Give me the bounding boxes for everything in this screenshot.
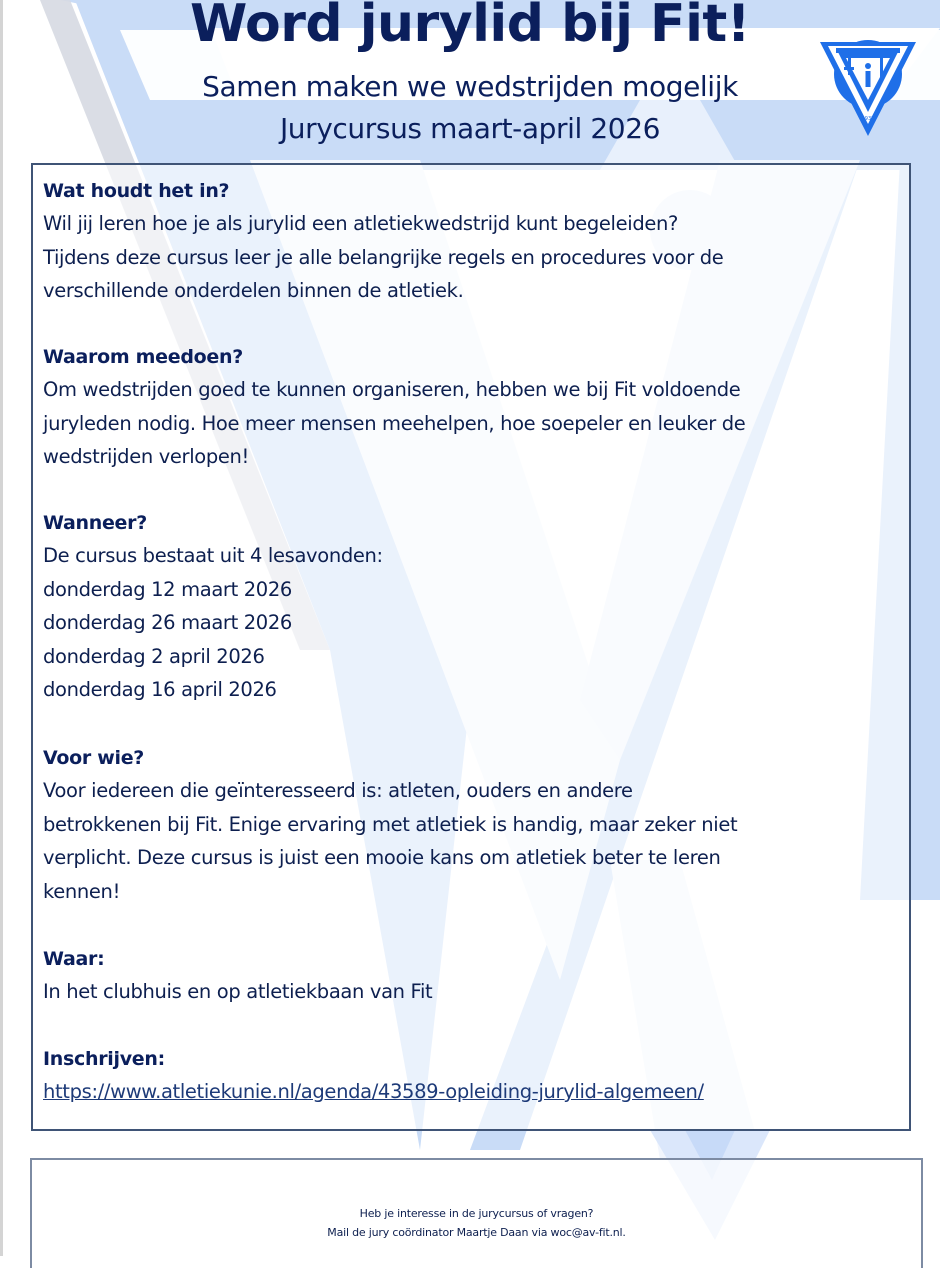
section-body: Wil jij leren hoe je als jurylid een atletiekwedstrijd kunt begeleiden? Tijdens deze cursus leer je alle belangrijke regels en procedures voor de verschillende onderdelen binnen de atletiek. bbox=[43, 212, 724, 302]
flyer-header bbox=[0, 0, 940, 170]
section-body: In het clubhuis en op atletiekbaan van Fit bbox=[43, 980, 433, 1003]
contact-email-line: Mail de jury coördinator Maartje Daan via woc@av-fit.nl. bbox=[327, 1226, 626, 1239]
page-title: Word jurylid bij Fit! bbox=[190, 0, 750, 54]
course-title: Jurycursus maart-april 2026 bbox=[279, 112, 661, 145]
section-heading: Waarom meedoen? bbox=[43, 346, 243, 368]
contact-box bbox=[30, 1158, 923, 1268]
section-who bbox=[43, 742, 903, 908]
subtitle: Samen maken we wedstrijden mogelijk bbox=[202, 70, 738, 103]
date-item: donderdag 12 maart 2026 bbox=[43, 577, 292, 601]
section-what bbox=[43, 175, 903, 308]
section-register bbox=[43, 1043, 903, 1108]
section-heading: Inschrijven: bbox=[43, 1048, 165, 1070]
section-when bbox=[43, 507, 903, 707]
section-heading: Voor wie? bbox=[43, 747, 145, 769]
registration-link[interactable]: https://www.atletiekunie.nl/agenda/43589-opleiding-jurylid-algemeen/ bbox=[43, 1080, 704, 1103]
date-item: donderdag 26 maart 2026 bbox=[43, 611, 292, 634]
section-why bbox=[43, 341, 903, 474]
svg-text:1937: 1937 bbox=[861, 116, 875, 122]
section-body: Voor iedereen die geïnteresseerd is: atleten, ouders en andere betrokkenen bij Fit. Enige ervaring met atletiek is handig, maar zeker niet verplicht. Deze cursus is juist een mooie kans om atletiek beter te leren kennen! bbox=[43, 779, 738, 903]
section-heading: Waar: bbox=[43, 948, 105, 970]
section-body: Om wedstrijden goed te kunnen organiseren, hebben we bij Fit voldoende juryleden nodig. Hoe meer mensen meehelpen, hoe soepeler en leuker de wedstrijden verlopen! bbox=[43, 378, 746, 468]
section-where bbox=[43, 943, 903, 1009]
section-heading: Wanneer? bbox=[43, 512, 147, 534]
date-item: donderdag 2 april 2026 bbox=[43, 644, 265, 668]
section-heading: Wat houdt het in? bbox=[43, 180, 230, 202]
date-item: donderdag 16 april 2026 bbox=[43, 678, 277, 701]
section-body: De cursus bestaat uit 4 lesavonden: donderdag 12 maart 2026 donderdag 26 maart 2026 donderdag 2 april 2026 donderdag 16 april 2026 bbox=[43, 539, 903, 707]
fit-club-logo-icon bbox=[818, 30, 918, 140]
course-info-box bbox=[31, 163, 911, 1131]
contact-question: Heb je interesse in de jurycursus of vragen? bbox=[359, 1207, 594, 1220]
